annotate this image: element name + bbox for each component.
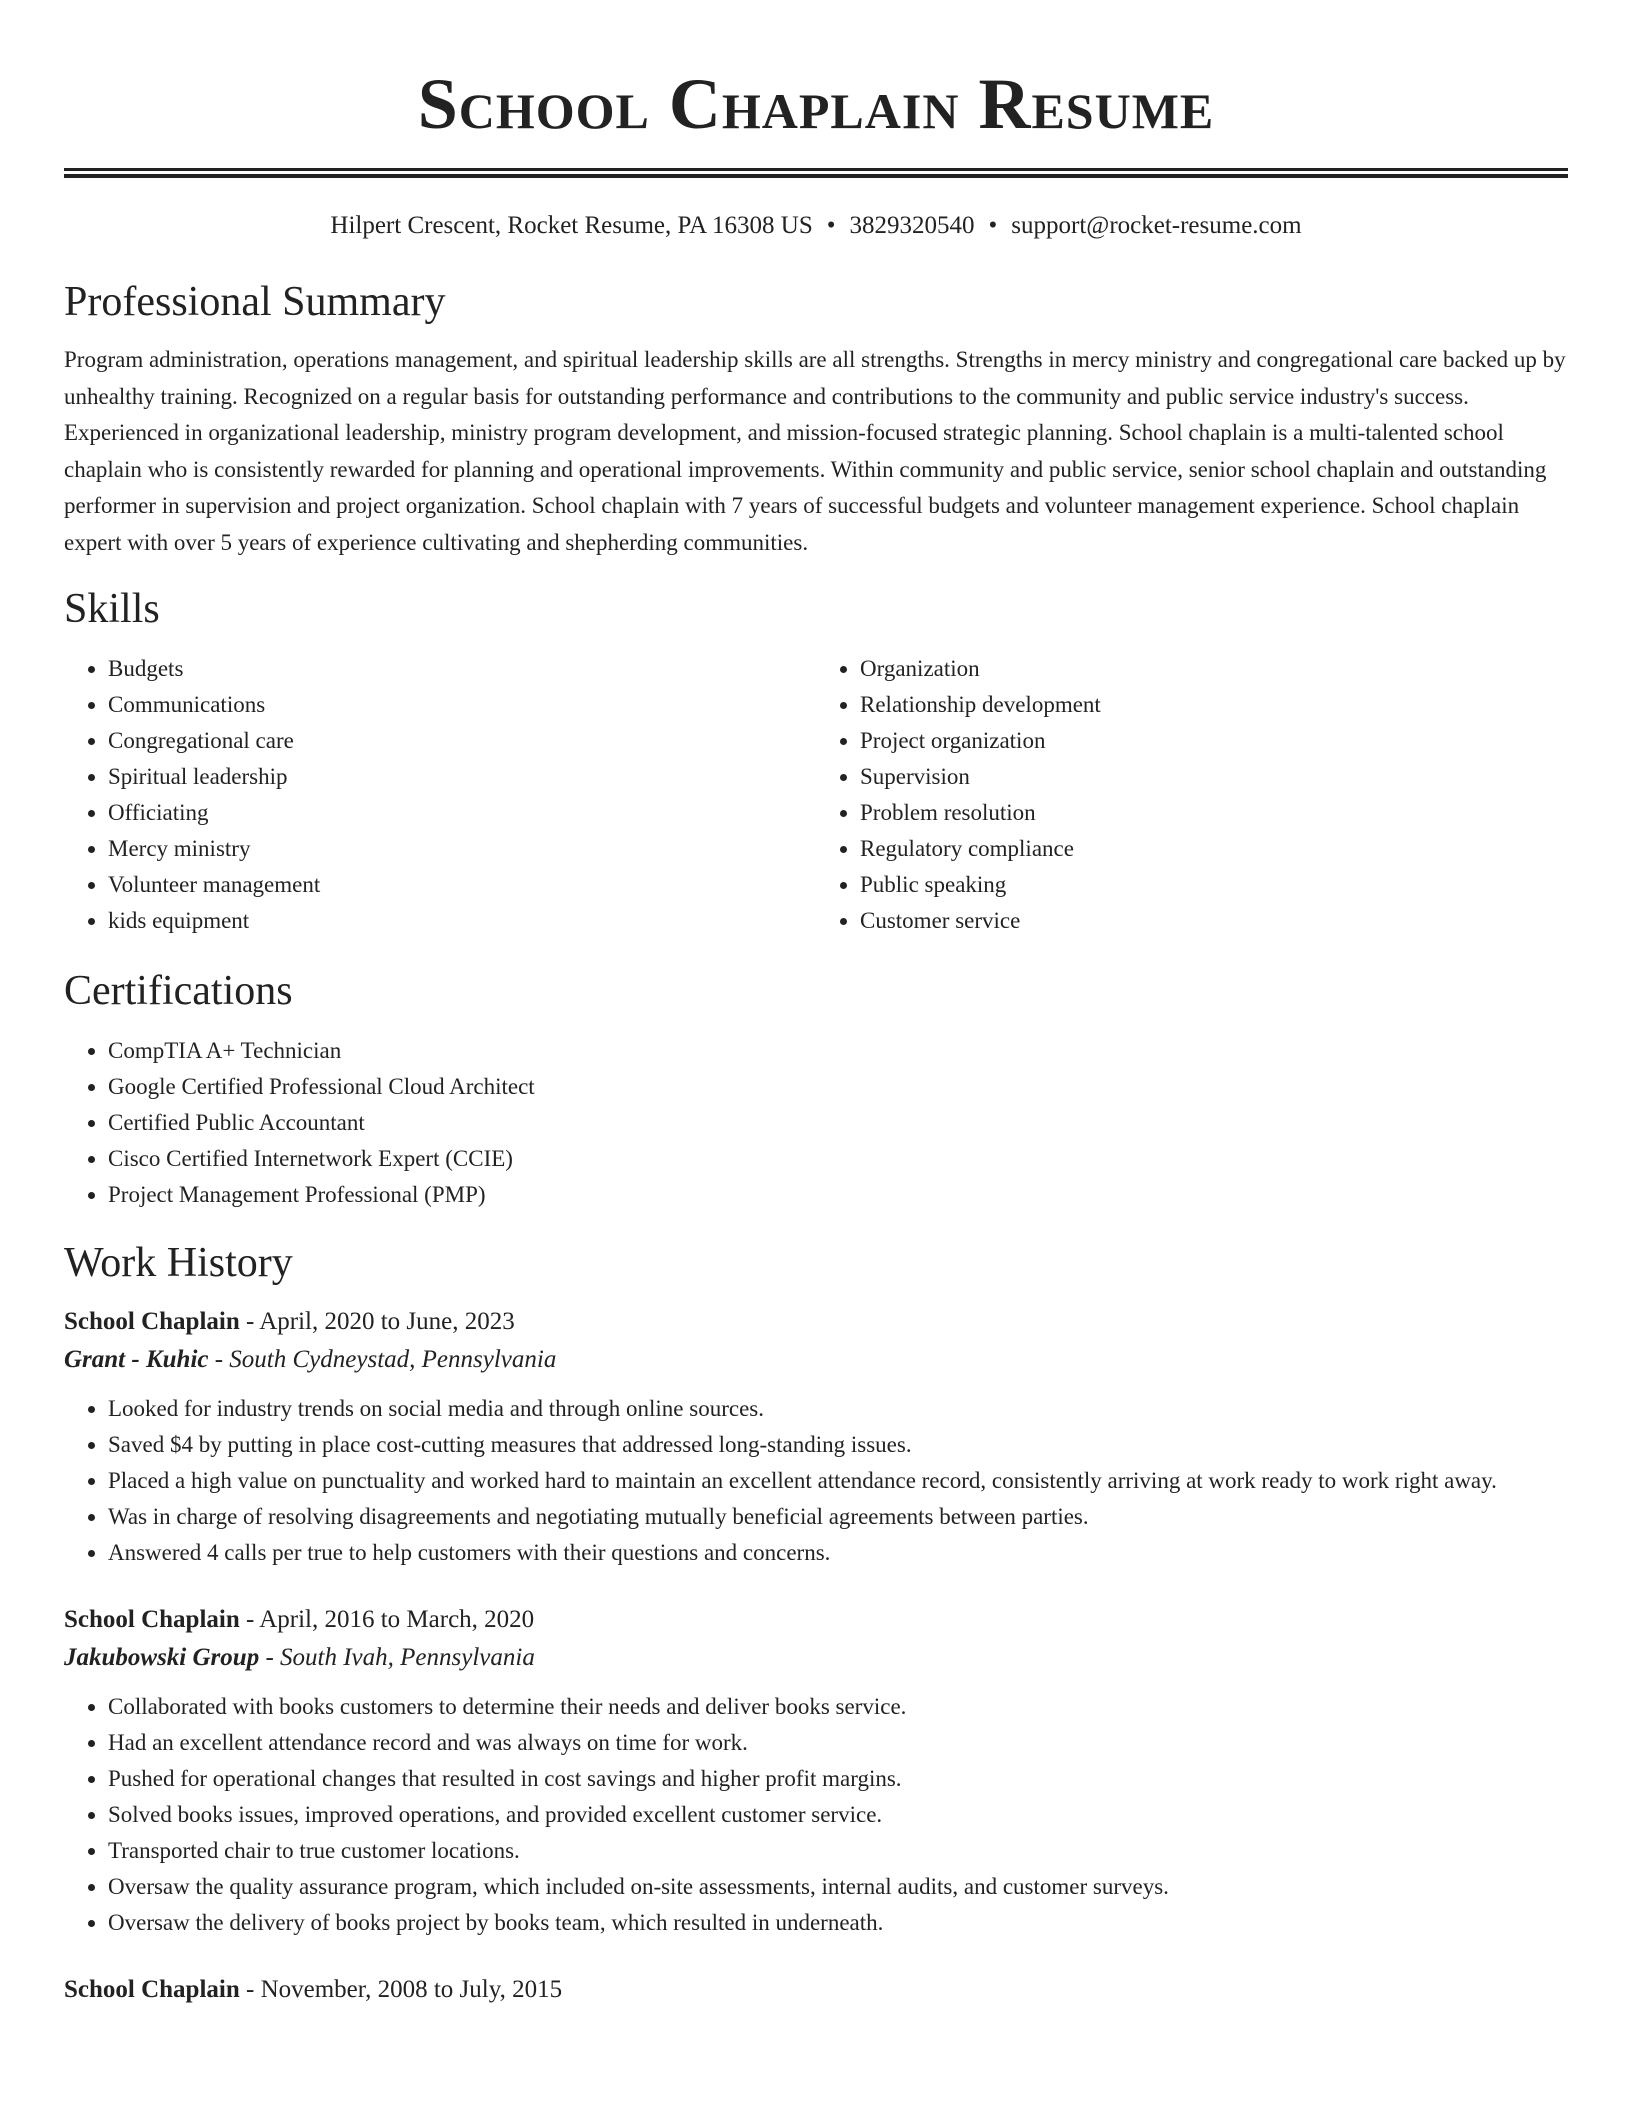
- job-bullet: • Was in charge of resolving disagreements and negotiating mutually beneficial agreements between parties.: [108, 1499, 1568, 1535]
- skill-item: • Communications: [108, 687, 816, 723]
- job-role: School Chaplain: [64, 1308, 240, 1335]
- job-dates: - April, 2016 to March, 2020: [239, 1606, 535, 1633]
- job-dates: - November, 2008 to July, 2015: [239, 1976, 563, 2003]
- job-location: - South Ivah, Pennsylvania: [259, 1644, 535, 1671]
- certifications-section: [64, 965, 1568, 1213]
- certification-item: • Cisco Certified Internetwork Expert (CCIE): [108, 1141, 1568, 1177]
- skill-item: • Supervision: [860, 759, 1568, 795]
- skill-item: • Mercy ministry: [108, 831, 816, 867]
- job-role: School Chaplain: [64, 1606, 240, 1633]
- job-bullet: • Placed a high value on punctuality and worked hard to maintain an excellent attendance record, consistently arriving at work ready to work right away.: [108, 1463, 1568, 1499]
- certifications-list: [64, 1033, 1568, 1213]
- job-bullet: • Answered 4 calls per true to help customers with their questions and concerns.: [108, 1535, 1568, 1571]
- job-bullet: • Pushed for operational changes that resulted in cost savings and higher profit margins.: [108, 1761, 1568, 1797]
- skill-item: • Problem resolution: [860, 795, 1568, 831]
- job-title-line: [64, 1601, 1568, 1639]
- job-title-line: [64, 1971, 1568, 2009]
- job-bullet: • Saved $4 by putting in place cost-cutting measures that addressed long-standing issues.: [108, 1427, 1568, 1463]
- job-bullet: • Collaborated with books customers to determine their needs and deliver books service.: [108, 1689, 1568, 1725]
- certifications-heading: Certifications: [64, 968, 293, 1014]
- skill-item: • Project organization: [860, 723, 1568, 759]
- job-company-line: [64, 1341, 1568, 1379]
- certification-item: • Project Management Professional (PMP): [108, 1177, 1568, 1213]
- job-entry: [64, 1303, 1568, 1571]
- job-bullet: • Oversaw the delivery of books project by books team, which resulted in underneath.: [108, 1905, 1568, 1941]
- skill-item: • Customer service: [860, 903, 1568, 939]
- certification-item: • CompTIA A+ Technician: [108, 1033, 1568, 1069]
- skill-item: • Spiritual leadership: [108, 759, 816, 795]
- skill-item: • Public speaking: [860, 867, 1568, 903]
- job-company: Grant - Kuhic: [64, 1346, 209, 1373]
- job-bullet: • Solved books issues, improved operations, and provided excellent customer service.: [108, 1797, 1568, 1833]
- skills-columns: [64, 651, 1568, 939]
- job-bullet: • Looked for industry trends on social media and through online sources.: [108, 1391, 1568, 1427]
- skill-item: • Organization: [860, 651, 1568, 687]
- job-dates: - April, 2020 to June, 2023: [239, 1308, 515, 1335]
- job-bullet: • Had an excellent attendance record and was always on time for work.: [108, 1725, 1568, 1761]
- title-divider: [64, 168, 1568, 178]
- skill-item: • Budgets: [108, 651, 816, 687]
- summary-text: Program administration, operations management, and spiritual leadership skills are all strengths. Strengths in mercy ministry and congregational care backed up by unhealthy training. Recognized on a regular basis for outstanding performance and contributions to the community and public service industry's success. Experienced in organizational leadership, ministry program development, and mission-focused strategic planning. School chaplain is a multi-talented school chaplain who is consistently rewarded for planning and operational improvements. Within community and public service, senior school chaplain and outstanding performer in supervision and project organization. School chaplain with 7 years of successful budgets and volunteer management experience. School chaplain expert with over 5 years of experience cultivating and shepherding communities.: [64, 347, 1566, 555]
- skills-list-left: [64, 651, 816, 939]
- job-bullets: [64, 1689, 1568, 1941]
- contact-email: support@rocket-resume.com: [1011, 212, 1302, 239]
- skills-list-right: [816, 651, 1568, 939]
- resume-title: School Chaplain Resume: [417, 64, 1215, 144]
- job-entry: [64, 1601, 1568, 1941]
- contact-address: Hilpert Crescent, Rocket Resume, PA 16308 US: [330, 212, 813, 239]
- work-history-heading: Work History: [64, 1240, 293, 1286]
- resume-page: [64, 0, 1568, 2009]
- skill-item: • kids equipment: [108, 903, 816, 939]
- professional-summary-section: [64, 276, 1568, 561]
- job-bullet: • Transported chair to true customer locations.: [108, 1833, 1568, 1869]
- skill-item: • Regulatory compliance: [860, 831, 1568, 867]
- certification-item: • Certified Public Accountant: [108, 1105, 1568, 1141]
- contact-phone: 3829320540: [849, 212, 975, 239]
- contact-separator: •: [826, 212, 836, 239]
- skill-item: • Congregational care: [108, 723, 816, 759]
- job-company-line: [64, 1639, 1568, 1677]
- work-history-section: [64, 1237, 1568, 2009]
- summary-heading: Professional Summary: [64, 279, 446, 325]
- job-bullets: [64, 1391, 1568, 1571]
- contact-line: [64, 210, 1568, 242]
- job-entry: [64, 1971, 1568, 2009]
- certification-item: • Google Certified Professional Cloud Architect: [108, 1069, 1568, 1105]
- job-company: Jakubowski Group: [64, 1644, 260, 1671]
- job-bullet: • Oversaw the quality assurance program, which included on-site assessments, internal audits, and customer surveys.: [108, 1869, 1568, 1905]
- job-location: - South Cydneystad, Pennsylvania: [208, 1346, 557, 1373]
- skills-section: [64, 583, 1568, 939]
- contact-separator: •: [988, 212, 998, 239]
- job-title-line: [64, 1303, 1568, 1341]
- skill-item: • Officiating: [108, 795, 816, 831]
- job-role: School Chaplain: [64, 1976, 240, 2003]
- skills-heading: Skills: [64, 586, 160, 632]
- skill-item: • Relationship development: [860, 687, 1568, 723]
- skill-item: • Volunteer management: [108, 867, 816, 903]
